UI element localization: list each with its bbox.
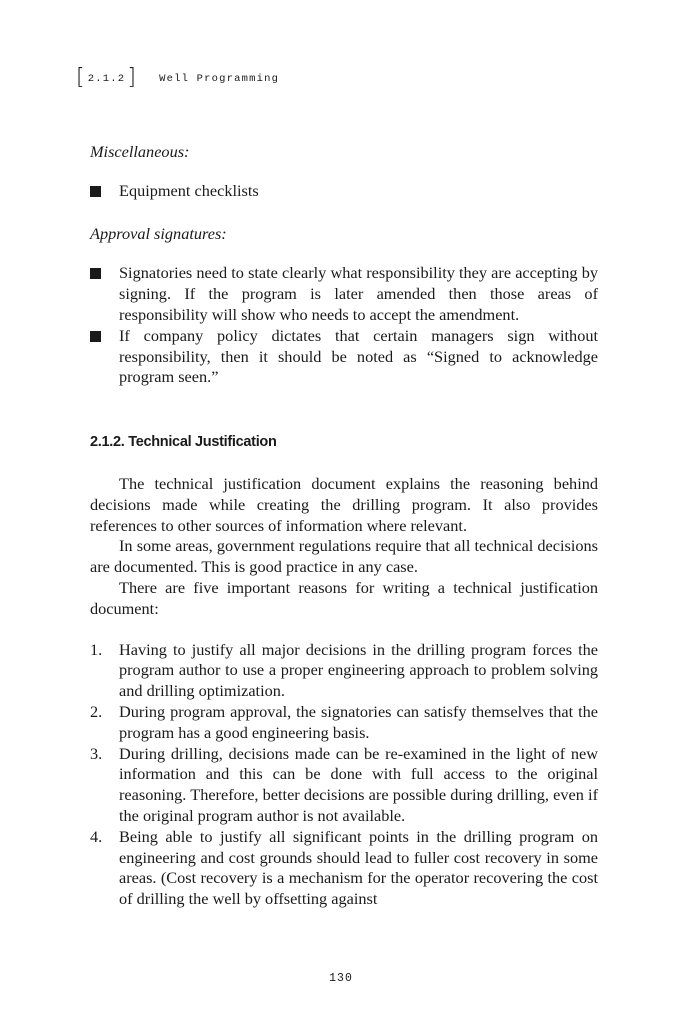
miscellaneous-label: Miscellaneous:	[90, 142, 190, 161]
reasons-list	[90, 640, 598, 910]
section-heading: 2.1.2. Technical Justification	[90, 434, 277, 451]
miscellaneous-list	[90, 181, 598, 202]
list-item	[90, 181, 598, 202]
list-item-text: During drilling, decisions made can be re-examined in the light of new information and this can be done with full access to the original reasoning. Therefore, better decisions are possible during drilling, even if the original program author is not available.	[119, 743, 598, 825]
list-item	[90, 640, 598, 702]
list-item-number: 1.	[90, 639, 103, 659]
list-item	[90, 702, 598, 744]
running-head	[76, 65, 280, 90]
list-item-text: During program approval, the signatories can satisfy themselves that the program has a good engineering basis.	[119, 701, 598, 742]
paragraph: There are five important reasons for writing a technical justification document:	[90, 577, 598, 618]
approval-signatures-label: Approval signatures:	[90, 223, 227, 243]
running-head-title: Well Programming	[159, 73, 280, 85]
bracket-close: ]	[127, 65, 138, 90]
square-bullet-icon	[90, 331, 101, 342]
list-item	[90, 744, 598, 827]
list-item-text: Being able to justify all significant points in the drilling program on engineering and cost grounds should lead to fuller cost recovery in some areas. (Cost recovery is a mechanism for the operator recovering the cost of drilling the well by offsetting against	[119, 826, 598, 909]
page-body	[90, 142, 598, 910]
bracket-open: [	[76, 65, 86, 90]
section-paragraphs	[90, 474, 598, 620]
page-number: 130	[329, 972, 353, 985]
list-item-text: Equipment checklists	[119, 180, 259, 200]
list-item-number: 3.	[90, 743, 103, 763]
paragraph: In some areas, government regulations require that all technical decisions are documented. This is good practice in any case.	[90, 536, 598, 577]
running-head-section-number: 2.1.2	[87, 73, 126, 85]
paragraph: The technical justification document explains the reasoning behind decisions made while creating the drilling program. It also provides references to other sources of information where relevant.	[90, 473, 598, 535]
list-item-text: Signatories need to state clearly what responsibility they are accepting by signing. If the program is later amended then those areas of responsibility will show who needs to accept the amendment.	[119, 263, 598, 324]
list-item-text: If company policy dictates that certain managers sign without responsibility, then it should be noted as “Signed to acknowledge program seen.”	[119, 325, 598, 387]
list-item-number: 2.	[90, 701, 103, 721]
list-item-number: 4.	[90, 826, 103, 846]
list-item	[90, 827, 598, 910]
square-bullet-icon	[90, 186, 101, 197]
approval-list	[90, 263, 598, 388]
list-item	[90, 263, 598, 325]
square-bullet-icon	[90, 268, 101, 279]
list-item-text: Having to justify all major decisions in the drilling program forces the program author to use a proper engineering approach to problem solving and drilling optimization.	[119, 639, 598, 701]
list-item	[90, 326, 598, 388]
